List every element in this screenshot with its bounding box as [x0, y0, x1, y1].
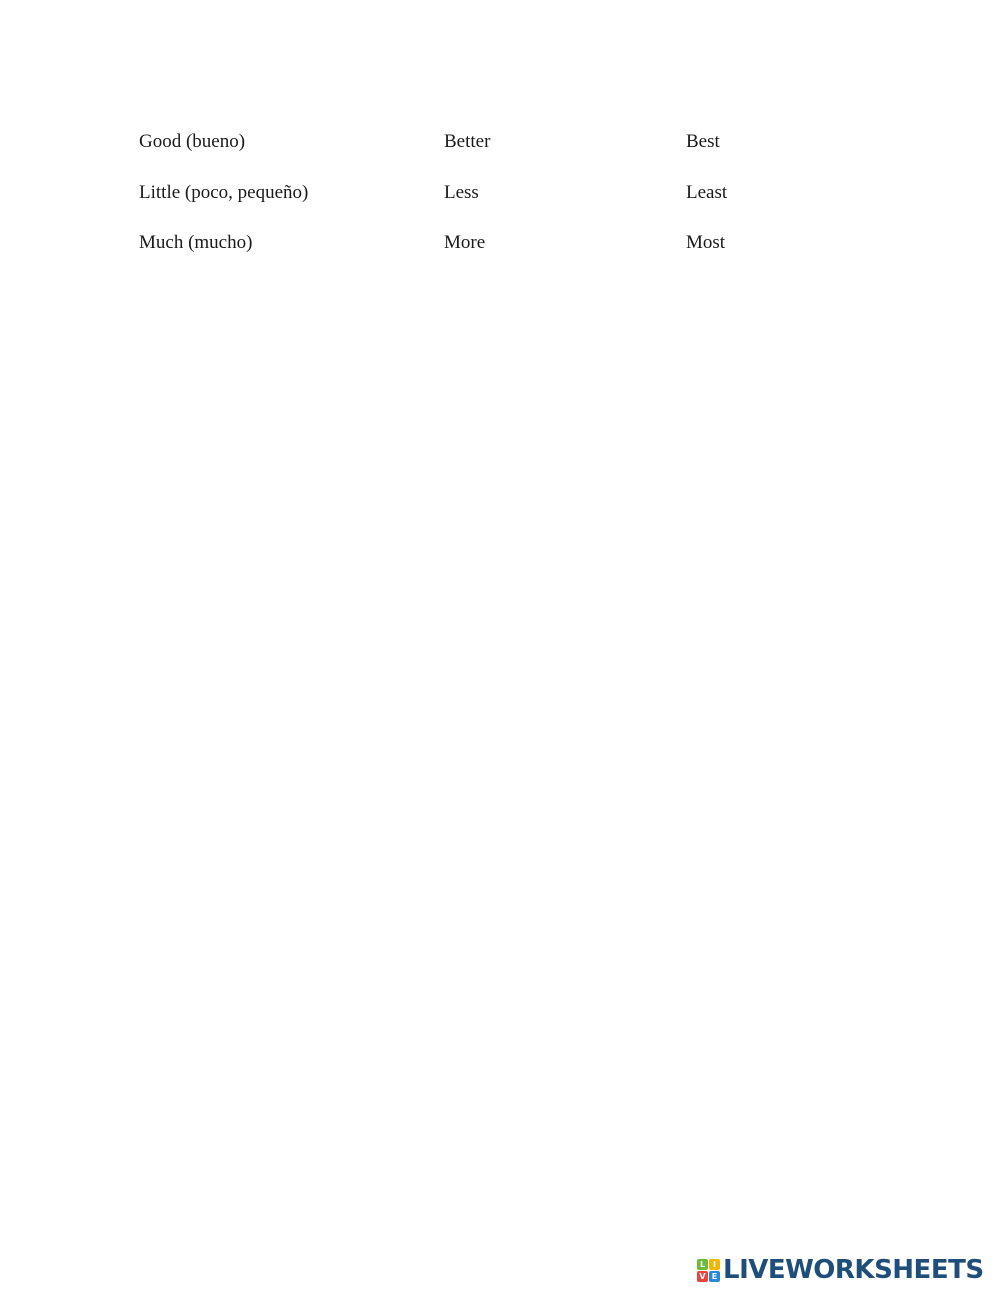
- logo-mark-letter: I: [709, 1259, 720, 1270]
- logo-mark-letter: V: [697, 1271, 708, 1282]
- comparison-row: [0, 178, 1000, 208]
- base-adjective: Good (bueno): [139, 131, 246, 152]
- base-adjective: Much (mucho): [139, 232, 253, 253]
- comparison-row: [0, 228, 1000, 258]
- superlative-form: Least: [686, 182, 728, 203]
- comparative-form: Better: [444, 131, 491, 152]
- liveworksheets-logo: [697, 1254, 984, 1286]
- logo-mark-letter: E: [709, 1271, 720, 1282]
- comparison-row: [0, 127, 1000, 157]
- base-adjective: Little (poco, pequeño): [139, 182, 309, 203]
- comparative-form: Less: [444, 182, 479, 203]
- live-logo-icon: [697, 1259, 720, 1282]
- superlative-form: Best: [686, 131, 720, 152]
- superlative-form: Most: [686, 232, 726, 253]
- comparative-form: More: [444, 232, 486, 253]
- logo-mark-letter: L: [697, 1259, 708, 1270]
- logo-text: LIVEWORKSHEETS: [723, 1255, 984, 1285]
